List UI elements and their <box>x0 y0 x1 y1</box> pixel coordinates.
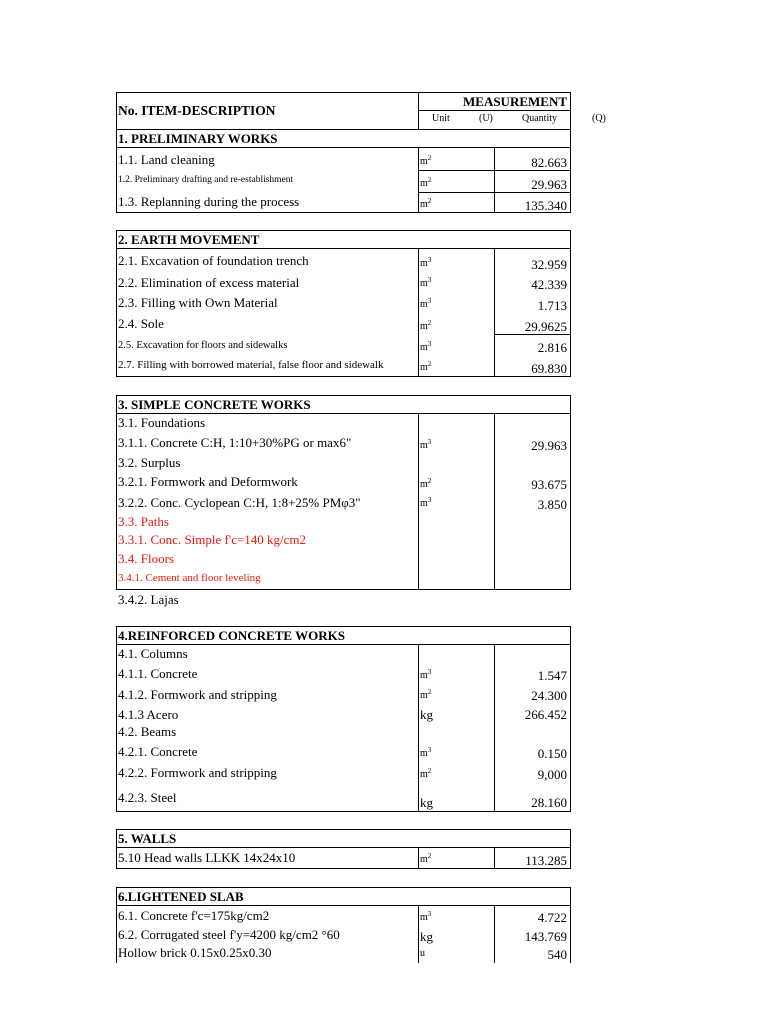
row-desc: 3.2.2. Conc. Cyclopean C:H, 1:8+25% PMφ3" <box>118 495 361 510</box>
row-unit: $m^2$ <box>420 319 432 332</box>
section-6-title-line <box>116 905 571 906</box>
section-1-col-qty <box>494 147 495 213</box>
row-unit: $m^2$ <box>420 767 432 780</box>
header-q: (Q) <box>592 113 606 124</box>
section-6-col-unit <box>418 905 419 963</box>
section-5-col-qty <box>494 847 495 869</box>
row-desc: 1.2. Preliminary drafting and re-establishment <box>118 175 294 185</box>
row-qty: 3.850 <box>537 497 567 512</box>
section-4-title-line <box>116 644 571 645</box>
row-desc: 3.3. Paths <box>118 514 169 529</box>
section-2-title-line <box>116 248 571 249</box>
row-desc: 4.1.3 Acero <box>118 707 179 722</box>
row-qty: 4.722 <box>537 910 567 925</box>
row-qty: 143.769 <box>524 929 567 944</box>
header-subline <box>418 110 571 111</box>
row-desc: 5.10 Head walls LLKK 14x24x10 <box>118 850 296 865</box>
row-desc: 6.1. Concrete f'c=175kg/cm2 <box>118 908 270 923</box>
row-desc: 6.2. Corrugated steel f'y=4200 kg/cm2 °60 <box>118 927 340 942</box>
row-desc: 4.1. Columns <box>118 646 188 661</box>
row-desc: 3.1.1. Concrete C:H, 1:10+30%PG or max6" <box>118 435 352 450</box>
row-desc: 2.4. Sole <box>118 316 164 331</box>
row-unit: $m^3$ <box>420 668 432 681</box>
row-unit: kg <box>420 707 433 722</box>
row-unit: $m^3$ <box>420 276 432 289</box>
section-3-title: 3. SIMPLE CONCRETE WORKS <box>118 397 311 412</box>
row-unit: $m^3$ <box>420 746 432 759</box>
row-unit: $m^2$ <box>420 688 432 701</box>
row-qty: 82.663 <box>531 155 567 170</box>
row-qty: 135.340 <box>524 198 567 213</box>
row-qty: 540 <box>547 947 567 962</box>
section-4-title: 4.REINFORCED CONCRETE WORKS <box>118 628 345 643</box>
row-qty: 28.160 <box>531 795 567 810</box>
row-unit: $m^3$ <box>420 256 432 269</box>
section-2-row-line <box>494 334 571 335</box>
row-unit: $m^3$ <box>420 438 432 451</box>
row-unit: $m^3$ <box>420 910 432 923</box>
row-unit: $m^2$ <box>420 197 432 210</box>
row-qty: 29.9625 <box>524 319 567 334</box>
row-qty: 29.963 <box>531 177 567 192</box>
section-1-row-line <box>418 170 571 171</box>
row-desc: 3.3.1. Conc. Simple f'c=140 kg/cm2 <box>118 532 307 547</box>
row-unit: u <box>420 948 425 959</box>
row-unit: $m^3$ <box>420 496 432 509</box>
header-divider <box>418 92 419 130</box>
section-1-title: 1. PRELIMINARY WORKS <box>118 131 278 146</box>
section-1-title-line <box>116 147 571 148</box>
header-no-item: No. ITEM-DESCRIPTION <box>118 103 276 118</box>
row-desc: 4.2.1. Concrete <box>118 744 198 759</box>
section-4-col-qty <box>494 644 495 812</box>
section-6-title: 6.LIGHTENED SLAB <box>118 889 244 904</box>
row-qty: 93.675 <box>531 477 567 492</box>
row-desc: 2.7. Filling with borrowed material, false floor and sidewalk <box>118 359 384 371</box>
row-unit: kg <box>420 929 433 944</box>
row-unit: $m^2$ <box>420 477 432 490</box>
row-qty: 0.150 <box>537 746 567 761</box>
section-1-row-line <box>418 192 571 193</box>
row-qty: 1.713 <box>537 298 567 313</box>
section-5-title-line <box>116 847 571 848</box>
section-2-title: 2. EARTH MOVEMENT <box>118 232 260 247</box>
row-qty: 42.339 <box>531 277 567 292</box>
row-desc: 4.2. Beams <box>118 724 177 739</box>
row-qty: 32.959 <box>531 257 567 272</box>
row-desc: 3.2. Surplus <box>118 455 181 470</box>
section-3-title-line <box>116 413 571 414</box>
row-desc: 3.4.1. Cement and floor leveling <box>118 572 261 584</box>
row-qty: 69.830 <box>531 361 567 376</box>
row-desc: 3.4. Floors <box>118 551 174 566</box>
row-unit: $m^2$ <box>420 360 432 373</box>
row-desc: 4.2.2. Formwork and stripping <box>118 765 277 780</box>
row-unit: $m^2$ <box>420 852 432 865</box>
section-3-col-qty <box>494 413 495 590</box>
header-u: (U) <box>479 113 493 124</box>
header-unit: Unit <box>432 113 450 124</box>
row-unit: $m^2$ <box>420 154 432 167</box>
section-2-col-unit <box>418 248 419 377</box>
section-1-col-unit <box>418 147 419 213</box>
section-2-col-qty <box>494 248 495 377</box>
row-desc: 2.3. Filling with Own Material <box>118 295 278 310</box>
row-qty: 29.963 <box>531 438 567 453</box>
row-unit: $m^2$ <box>420 176 432 189</box>
row-desc: 3.4.2. Lajas <box>118 592 179 607</box>
row-qty: 24.300 <box>531 688 567 703</box>
section-4-col-unit <box>418 644 419 812</box>
row-qty: 2.816 <box>537 340 567 355</box>
row-qty: 9,000 <box>537 767 567 782</box>
row-qty: 113.285 <box>525 853 567 868</box>
row-qty: 266.452 <box>524 707 567 722</box>
row-desc: 2.1. Excavation of foundation trench <box>118 253 309 268</box>
row-unit: kg <box>420 795 433 810</box>
row-desc: 1.3. Replanning during the process <box>118 194 300 209</box>
section-3-col-unit <box>418 413 419 590</box>
row-desc: 2.2. Elimination of excess material <box>118 275 300 290</box>
row-qty: 1.547 <box>537 668 567 683</box>
row-unit: $m^3$ <box>420 340 432 353</box>
row-desc: 4.2.3. Steel <box>118 790 177 805</box>
header-measurement: MEASUREMENT <box>463 94 568 109</box>
row-desc: 4.1.1. Concrete <box>118 666 198 681</box>
row-desc: Hollow brick 0.15x0.25x0.30 <box>118 945 272 960</box>
row-desc: 3.1. Foundations <box>118 415 206 430</box>
section-5-col-unit <box>418 847 419 869</box>
row-desc: 4.1.2. Formwork and stripping <box>118 687 277 702</box>
section-5-title: 5. WALLS <box>118 831 177 846</box>
row-desc: 2.5. Excavation for floors and sidewalks <box>118 340 288 351</box>
header-quantity: Quantity <box>522 113 557 124</box>
section-6-col-qty <box>494 905 495 963</box>
row-desc: 3.2.1. Formwork and Deformwork <box>118 474 298 489</box>
row-unit: $m^3$ <box>420 297 432 310</box>
row-desc: 1.1. Land cleaning <box>118 152 215 167</box>
